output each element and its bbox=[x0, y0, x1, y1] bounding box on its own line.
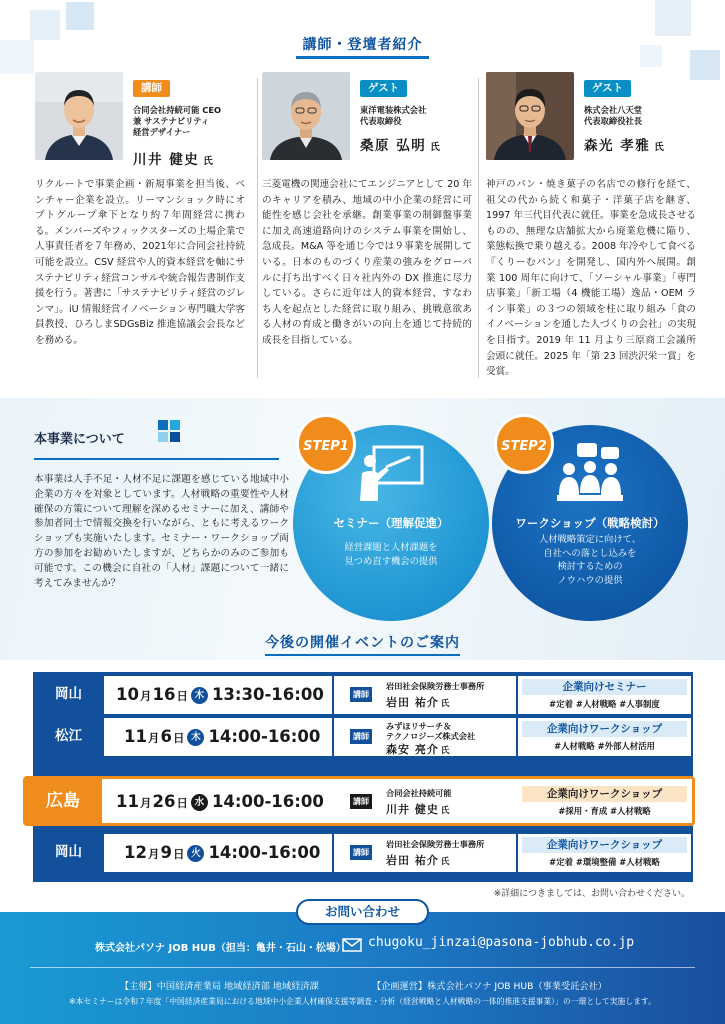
column-divider bbox=[478, 78, 479, 378]
speaker-organization: 東洋電装株式会社 代表取締役 bbox=[360, 105, 427, 126]
event-type: 企業向けワークショップ bbox=[522, 837, 687, 853]
event-city: 岡山 bbox=[55, 844, 82, 860]
mail-icon bbox=[342, 937, 362, 956]
speaker-label: 講師 bbox=[350, 729, 372, 744]
weekday-badge: 水 bbox=[191, 794, 208, 811]
step1-title: セミナー（理解促進） bbox=[333, 516, 449, 530]
event-datetime: 10月16日 木 13:30-16:00 bbox=[104, 676, 332, 714]
speaker-bio: リクルートで事業企画・新規事業を担当後、ベンチャー企業を設立。リーマンショック時にオプトグループ傘下となり約７年間経営に携わる。メンバーズやフィックスターズの上場企業で人事責任者を７年務め、2021年に合同会社持続可能を設立。CSV 経営や人的資本経営を軸にサステナビリティ経営コンサルや統合報告書制作支援を行う。著書に「サステナビリティ経営のジレンマ」。iU 情報経営イノベーション専門職大学客員教授、ひろしまSDGsBiz 推進協議会会長などを務める。 bbox=[35, 179, 245, 346]
event-row bbox=[33, 674, 693, 714]
disclaimer: ※本セミナーは令和７年度「中国経済産業局における地域中小企業人材確保支援等調査・分析（経営戦略と人材戦略の一体的推進支援事業）」の一環として実施します。 bbox=[69, 997, 656, 1006]
event-speaker-cell bbox=[334, 783, 516, 821]
event-datetime: 11月6日 木 14:00-16:00 bbox=[104, 718, 332, 756]
speaker-photo bbox=[35, 72, 123, 160]
weekday-badge: 木 bbox=[191, 687, 208, 704]
event-datetime: 11月26日 水 14:00-16:00 bbox=[116, 792, 324, 811]
event-city: 岡山 bbox=[55, 686, 82, 702]
about-description: 本事業は人手不足・人材不足に課題を感じている地域中小企業の方々を対象としています。人材戦略の重要性や人材確保の方策について理解を深めるセミナーに加え、講師や参加者同士で情報交換を行いながら、ともに考えるワークショップも実施いたします。セミナー・ワークショップ両方の参加をお勧めいたしますが、どちらかのみのご参加も可能です。この機会に自社の「人材」課題について一緒に考えてみませんか？ bbox=[34, 474, 289, 589]
event-tags: #採用・育成 #人材戦略 bbox=[558, 806, 651, 816]
event-type-cell bbox=[518, 718, 691, 756]
event-speaker-name: 川井 健史 氏 bbox=[386, 803, 450, 816]
speakers-section-title: 講師・登壇者紹介 bbox=[302, 37, 423, 53]
contact-heading: お問い合わせ bbox=[296, 899, 429, 925]
speaker-name: 桑原 弘明 氏 bbox=[360, 138, 442, 154]
speaker-name: 森光 孝雅 氏 bbox=[584, 138, 666, 154]
event-tags: #人材戦略 #外部人材活用 bbox=[554, 741, 655, 751]
step2-badge: STEP2 bbox=[494, 414, 554, 474]
event-speaker-org: 合同会社持続可能 bbox=[386, 788, 452, 798]
title-underline bbox=[296, 56, 429, 59]
speaker-label: 講師 bbox=[350, 794, 372, 809]
event-speaker-org: みずほリサーチ＆ テクノロジーズ株式会社 bbox=[386, 721, 476, 741]
event-speaker-name: 岩田 祐介 氏 bbox=[386, 854, 450, 867]
group-discussion-icon bbox=[555, 443, 625, 509]
event-tags: #定着 #環境整備 #人材戦略 bbox=[549, 857, 660, 867]
event-datetime: 12月9日 火 14:00-16:00 bbox=[104, 834, 332, 872]
speaker-label: 講師 bbox=[350, 845, 372, 860]
contact-company: 株式会社パソナ JOB HUB（担当：亀井・石山・松場） bbox=[95, 943, 346, 954]
presentation-icon bbox=[356, 443, 426, 509]
step1-badge: STEP1 bbox=[296, 414, 356, 474]
organizer-info: 【企画運営】株式会社パソナ JOB HUB（事業受託会社） bbox=[372, 981, 607, 992]
speaker-role-badge: 講師 bbox=[133, 80, 170, 97]
weekday-badge: 火 bbox=[187, 845, 204, 862]
event-row bbox=[33, 832, 693, 872]
events-title-underline bbox=[265, 654, 460, 656]
event-city: 松江 bbox=[55, 728, 82, 744]
speaker-organization: 株式会社八天堂 代表取締役社長 bbox=[584, 105, 643, 126]
event-speaker-cell bbox=[334, 676, 516, 714]
step2-title: ワークショップ（戦略検討） bbox=[515, 516, 665, 530]
event-speaker-name: 岩田 祐介 氏 bbox=[386, 696, 450, 709]
speaker-role-badge: ゲスト bbox=[360, 80, 407, 97]
event-row-highlighted bbox=[33, 781, 693, 821]
event-type-cell bbox=[518, 676, 691, 714]
speaker-role-badge: ゲスト bbox=[584, 80, 631, 97]
speaker-name: 川井 健史 氏 bbox=[133, 152, 215, 168]
about-title: 本事業について bbox=[34, 432, 125, 447]
speaker-photo bbox=[262, 72, 350, 160]
speaker-photo bbox=[486, 72, 574, 160]
speaker-organization: 合同会社持続可能 CEO 兼 サステナビリティ 経営デザイナー bbox=[133, 105, 222, 137]
step1-description: 経営課題と人材課題を 見つめ直す機会の提供 bbox=[344, 542, 438, 567]
step2-description: 人材戦略策定に向けて、 自社への落とし込みを 検討するための ノウハウの提供 bbox=[538, 534, 642, 586]
speaker-bio: 三菱電機の関連会社にてエンジニアとして 20 年のキャリアを積み、地域の中小企業の経営に可能性を感じ会社を承継。創業事業の制御盤事業に加え高速道路向けのシステム事業を開始し、急成長。M&A 等を通じ今では９事業を展開している。日本のものづくり産業の強みをグローバルに打ち出すべく日々社内外の DX 推進に尽力している。さらに近年は人的資本経営、すなわち人を起点とした経営に取り組み、挑戦意欲ある人材の育成と働きがいの向上を通じて持続的成長を目指している。 bbox=[262, 179, 472, 346]
event-type: 企業向けセミナー bbox=[522, 679, 687, 695]
event-speaker-name: 森安 亮介 氏 bbox=[386, 743, 450, 756]
event-tags: #定着 #人材戦略 #人事制度 bbox=[549, 699, 660, 709]
event-row bbox=[33, 716, 693, 756]
contact-email-link[interactable]: chugoku_jinzai@pasona-jobhub.co.jp bbox=[368, 935, 635, 950]
details-note: ※詳細につきましては、お問い合わせください。 bbox=[493, 889, 690, 899]
weekday-badge: 木 bbox=[187, 729, 204, 746]
column-divider bbox=[257, 78, 258, 378]
event-speaker-org: 岩田社会保険労務士事務所 bbox=[386, 839, 485, 849]
speaker-label: 講師 bbox=[350, 687, 372, 702]
event-type-cell bbox=[518, 783, 691, 821]
event-city-highlighted: 広島 bbox=[46, 791, 80, 811]
event-speaker-org: 岩田社会保険労務士事務所 bbox=[386, 681, 485, 691]
footer-background bbox=[0, 912, 725, 1024]
events-title: 今後の開催イベントのご案内 bbox=[265, 635, 460, 651]
footer-divider bbox=[30, 967, 695, 968]
event-type-cell bbox=[518, 834, 691, 872]
speaker-bio: 神戸のパン・焼き菓子の名店での修行を経て、祖父の代から続く和菓子・洋菓子店を継ぎ、1997 年三代目代表に就任。事業を急成長させるものの、無理な店舗拡大から廃業危機に陥り、業態転換で乗り越える。2008 年冷やして食べる『くりーむパン』を開発し、国内外へ展開。創業 100 周年に向けて、「ソーシャル事業」「専門店事業」「新工場（4 機能工場）逸品・OEM ライン事業」の３つの領域を柱に取り組み「食のイノベーションを通した人づくりの会社」の実現を目指す。2019 年 11 月より三原商工会議所 会頭に就任。2025 年「第 23 回渋沢栄一賞」を受賞。 bbox=[486, 179, 696, 378]
event-type: 企業向けワークショップ bbox=[522, 721, 687, 737]
about-title-underline bbox=[34, 458, 279, 460]
event-speaker-cell bbox=[334, 834, 516, 872]
event-speaker-cell bbox=[334, 718, 516, 756]
host-info: 【主催】中国経済産業局 地域経済部 地域経済課 bbox=[120, 981, 319, 992]
event-type: 企業向けワークショップ bbox=[522, 786, 687, 802]
